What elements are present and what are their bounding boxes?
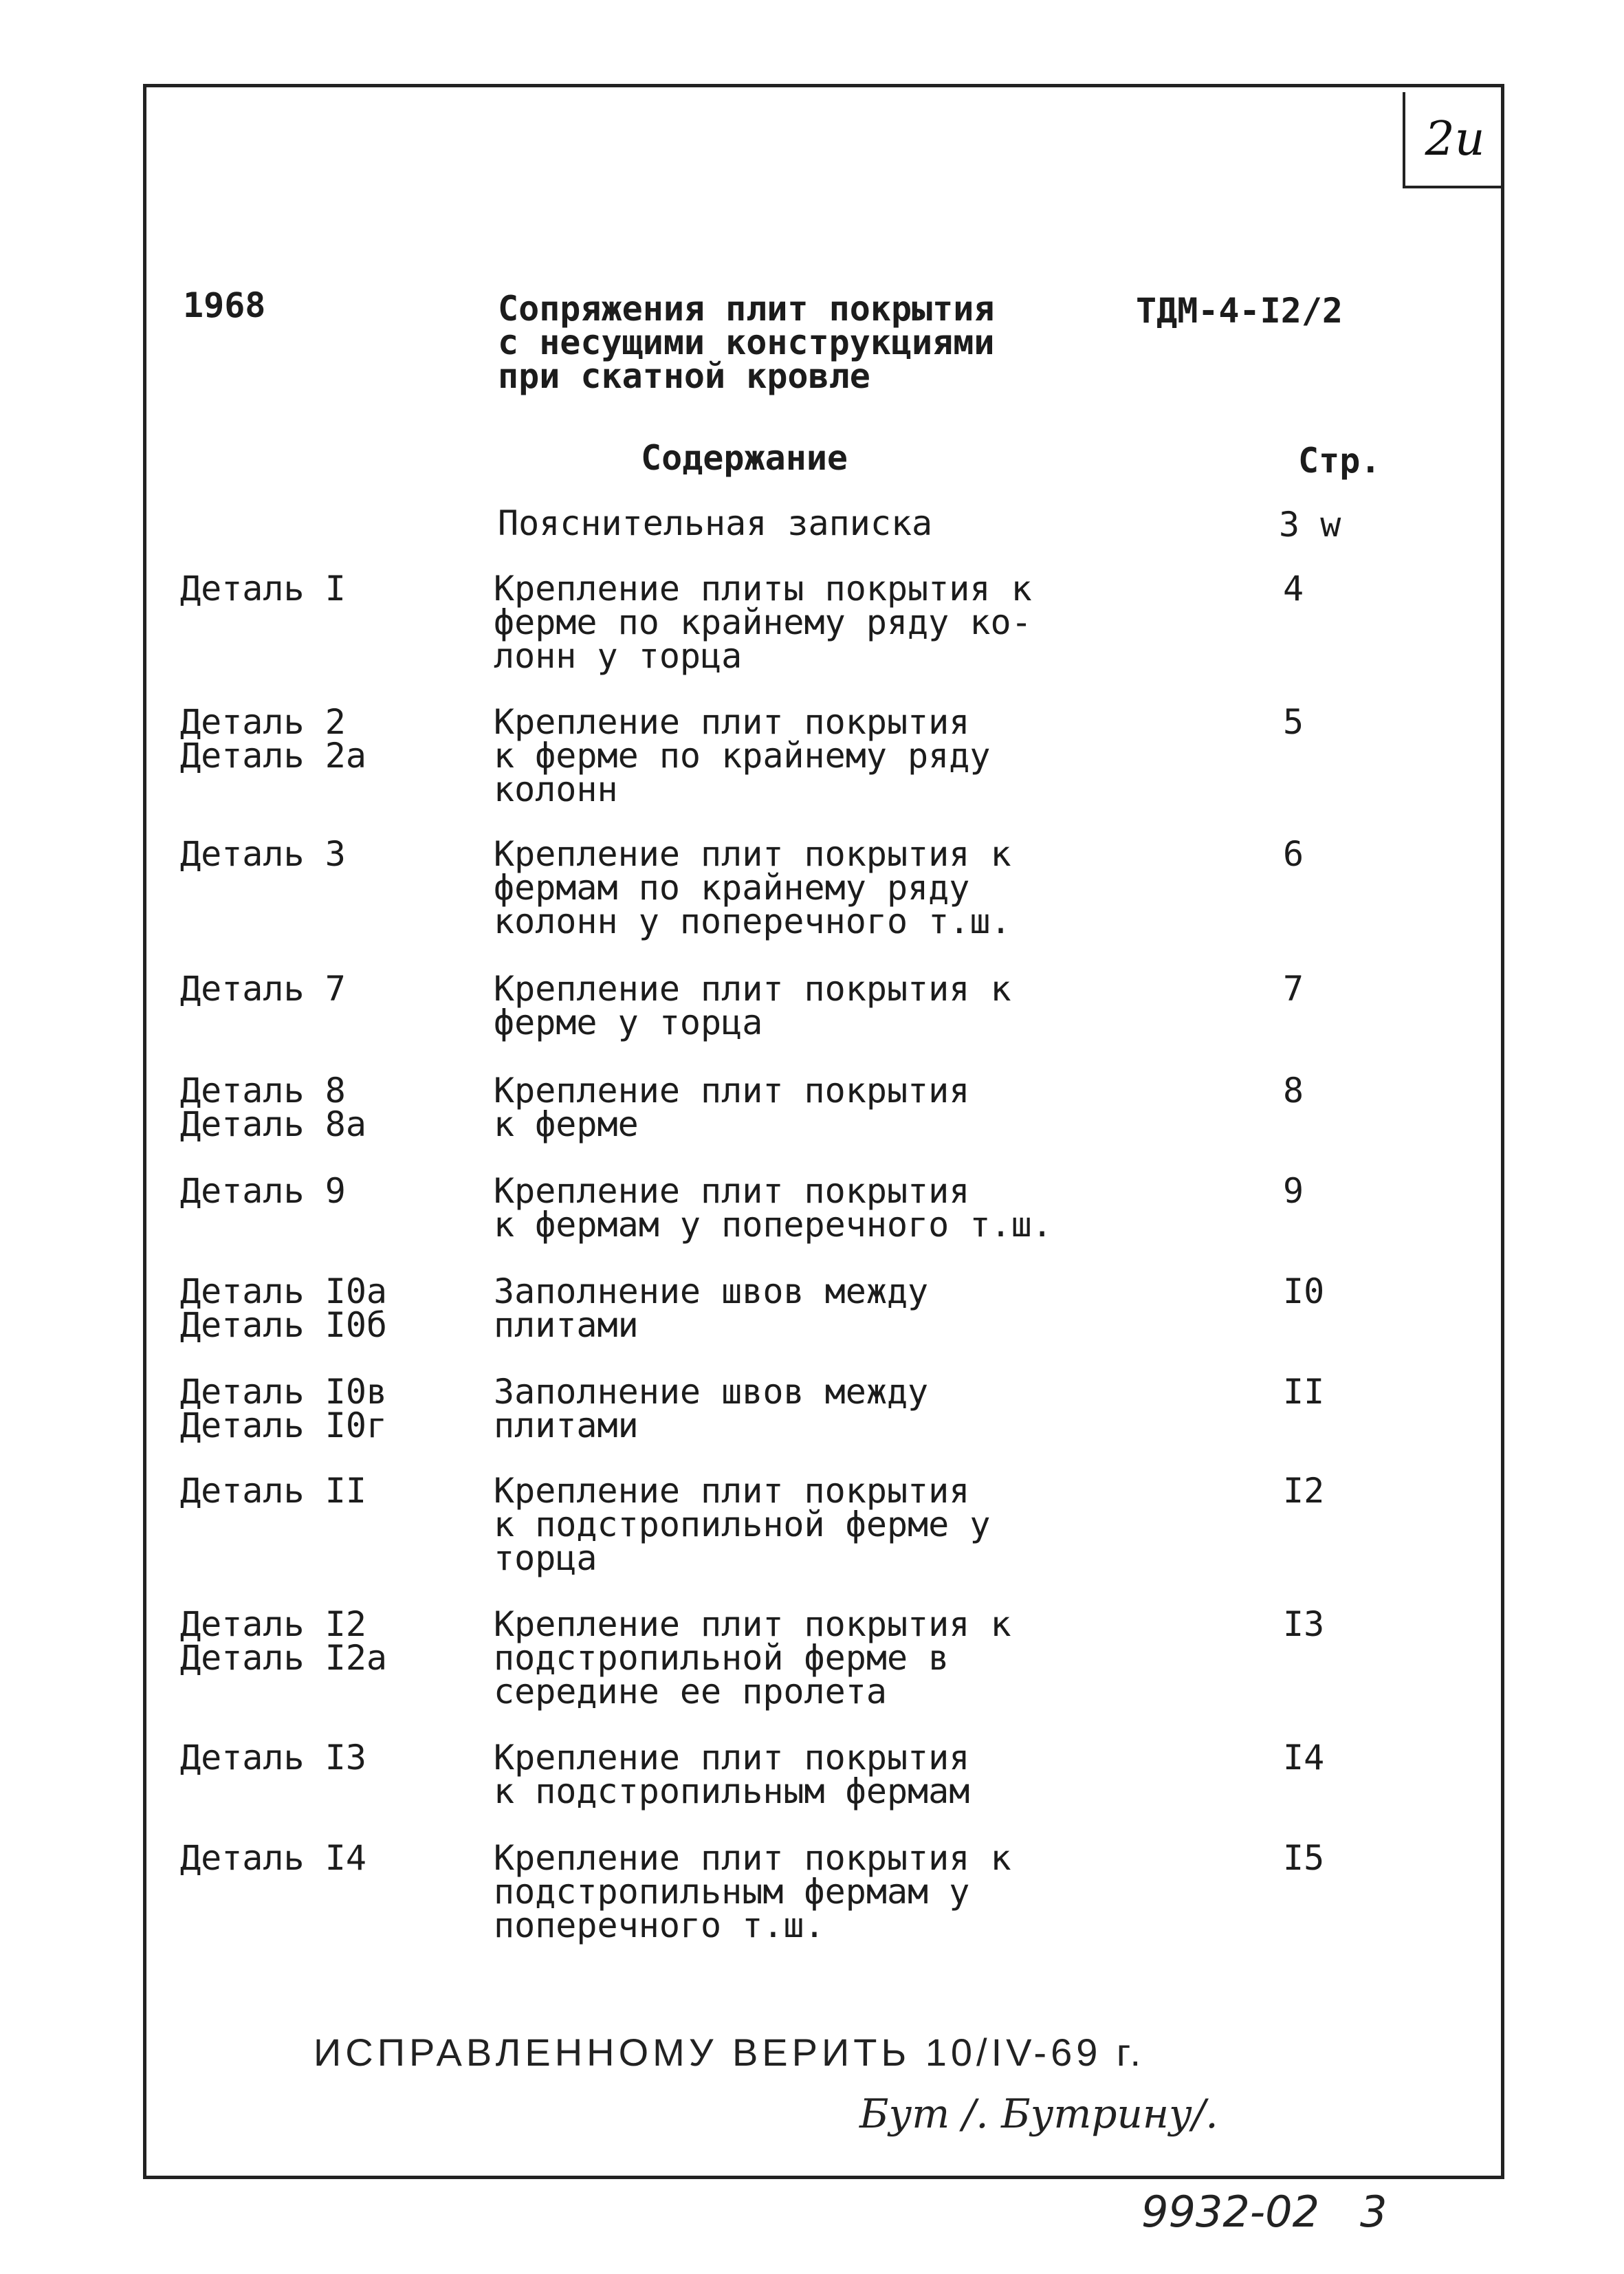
detail-description-line: к подстропильным фермам [494, 1771, 970, 1811]
detail-page-number: I2 [1283, 1471, 1325, 1511]
detail-description-line: Крепление плит покрытия [494, 1471, 970, 1511]
detail-description-line: к подстропильной ферме у [494, 1505, 991, 1544]
footer-page: 3 [1360, 2187, 1387, 2237]
detail-description-line: подстропильной ферме в [494, 1638, 950, 1678]
detail-label: Деталь I2а [180, 1638, 388, 1678]
detail-description-line: Заполнение швов между [494, 1372, 929, 1412]
detail-description-line: к ферме по крайнему ряду [494, 736, 991, 776]
detail-description-line: к ферме [494, 1104, 639, 1144]
detail-description-line: колонн у поперечного т.ш. [494, 901, 1011, 941]
detail-label: Деталь I [180, 569, 346, 609]
detail-description-line: плитами [494, 1305, 639, 1345]
detail-page-number: 6 [1283, 834, 1304, 874]
header-title-line-2: с несущими конструкциями [498, 322, 995, 362]
header-code: ТДМ-4-I2/2 [1136, 291, 1343, 331]
header-year: 1968 [183, 285, 266, 325]
detail-description-line: Крепление плит покрытия [494, 1738, 970, 1778]
detail-label: Деталь 2 [180, 702, 346, 742]
explanatory-note-page: 3 w [1279, 505, 1341, 545]
detail-label: Деталь 7 [180, 969, 346, 1009]
detail-description-line: торца [494, 1538, 597, 1578]
detail-label: Деталь 2а [180, 736, 366, 776]
footer-doc-number: 9932-02 [1141, 2187, 1320, 2237]
signature: Бут /. Бутрину/. [859, 2090, 1218, 2137]
detail-page-number: 5 [1283, 702, 1304, 742]
explanatory-note-title: Пояснительная записка [498, 503, 933, 543]
detail-page-number: 9 [1283, 1171, 1304, 1211]
detail-page-number: 8 [1283, 1071, 1304, 1111]
header-title-line-1: Сопряжения плит покрытия [498, 289, 995, 329]
detail-page-number: I0 [1283, 1271, 1325, 1311]
detail-description-line: к фермам у поперечного т.ш. [494, 1205, 1053, 1245]
detail-label: Деталь 9 [180, 1171, 346, 1211]
detail-label: Деталь I3 [180, 1738, 366, 1778]
detail-description-line: Крепление плит покрытия к [494, 969, 1011, 1009]
detail-description-line: Заполнение швов между [494, 1271, 929, 1311]
detail-description-line: поперечного т.ш. [494, 1905, 825, 1945]
detail-description-line: ферме по крайнему ряду ко- [494, 602, 1032, 642]
detail-description-line: Крепление плит покрытия к [494, 1838, 1011, 1878]
detail-description-line: колонн [494, 769, 618, 809]
detail-page-number: 7 [1283, 969, 1304, 1009]
correction-note: ИСПРАВЛЕННОМУ ВЕРИТЬ 10/IV-69 г. [314, 2031, 1145, 2074]
detail-label: Деталь 8 [180, 1071, 346, 1111]
contents-heading: Содержание [641, 438, 848, 478]
sheet-number-box: 2и [1403, 92, 1504, 188]
detail-label: Деталь I4 [180, 1838, 366, 1878]
detail-page-number: 4 [1283, 569, 1304, 609]
detail-description-line: лонн у торца [494, 636, 743, 676]
detail-description-line: фермам по крайнему ряду [494, 868, 970, 908]
detail-description-line: Крепление плит покрытия к [494, 834, 1011, 874]
detail-label: Деталь II [180, 1471, 366, 1511]
detail-description-line: подстропильным фермам у [494, 1872, 970, 1912]
detail-description-line: середине ее пролета [494, 1672, 887, 1712]
detail-label: Деталь 8а [180, 1104, 366, 1144]
detail-label: Деталь 3 [180, 834, 346, 874]
detail-description-line: Крепление плит покрытия [494, 1171, 970, 1211]
page-heading: Стр. [1298, 441, 1381, 481]
detail-description-line: Крепление плиты покрытия к [494, 569, 1032, 609]
detail-description-line: Крепление плит покрытия [494, 702, 970, 742]
detail-description-line: Крепление плит покрытия [494, 1071, 970, 1111]
detail-page-number: II [1283, 1372, 1325, 1412]
detail-page-number: I4 [1283, 1738, 1325, 1778]
detail-description-line: Крепление плит покрытия к [494, 1604, 1011, 1644]
detail-label: Деталь I0б [180, 1305, 388, 1345]
detail-page-number: I5 [1283, 1838, 1325, 1878]
detail-description-line: ферме у торца [494, 1003, 763, 1042]
detail-description-line: плитами [494, 1406, 639, 1445]
detail-label: Деталь I0г [180, 1406, 388, 1445]
detail-label: Деталь I0а [180, 1271, 388, 1311]
detail-label: Деталь I2 [180, 1604, 366, 1644]
header-title-line-3: при скатной кровле [498, 356, 870, 396]
detail-page-number: I3 [1283, 1604, 1325, 1644]
detail-label: Деталь I0в [180, 1372, 388, 1412]
